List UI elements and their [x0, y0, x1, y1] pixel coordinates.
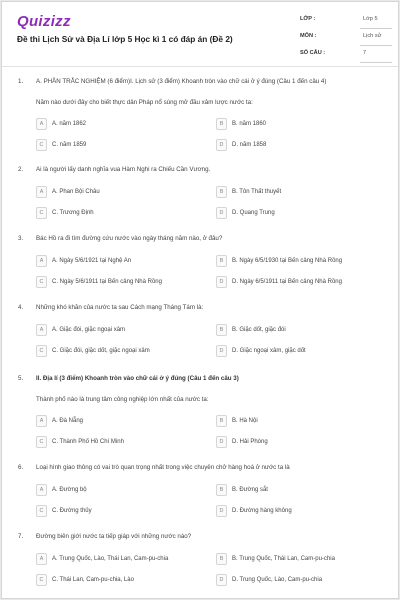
option-text: A. Trung Quốc, Lào, Thái Lan, Cam-pu-chia [52, 556, 169, 562]
option-text: D. Trung Quốc, Lào, Cam-pu-chia [232, 577, 323, 583]
option-letter-box[interactable]: D [216, 505, 227, 517]
quizizz-logo: Quizizz [17, 13, 71, 30]
question-text: Những khó khăn của nước ta sau Cách mạng Tháng Tám là: [36, 304, 204, 311]
option-text: A. Ngày 5/6/1921 tại Nghệ An [52, 258, 132, 264]
option-text: A. Phan Bội Châu [52, 189, 100, 195]
option-letter-box[interactable]: D [216, 345, 227, 357]
option-text: C. Thái Lan, Cam-pu-chia, Lào [52, 577, 134, 583]
option-text: B. Trung Quốc, Thái Lan, Cam-pu-chia [232, 556, 335, 562]
question-text: A. PHẦN TRẮC NGHIỆM (6 điểm)I. Lịch sử (3 điểm) Khoanh tròn vào chữ cái ở ý đúng (Câu 1 đến câu 4) [36, 78, 327, 85]
question-number: 7. [18, 533, 24, 540]
answer-option-a[interactable] [36, 324, 201, 337]
meta-info [300, 14, 392, 65]
option-letter-box[interactable]: B [216, 484, 227, 496]
question-2 [2, 166, 399, 236]
question-1 [2, 78, 399, 148]
answer-option-c[interactable] [36, 139, 201, 152]
question-subtext: Thành phố nào là trung tâm công nghiệp lớn nhất của nước ta: [36, 396, 209, 403]
option-text: B. Hà Nội [232, 418, 258, 424]
answer-option-a[interactable] [36, 186, 201, 199]
answer-option-c[interactable] [36, 207, 201, 220]
option-letter-box[interactable]: A [36, 415, 47, 427]
meta-label: SỐ CÂU : [300, 50, 326, 56]
option-letter-box[interactable]: D [216, 207, 227, 219]
answer-option-c[interactable] [36, 574, 201, 587]
question-number: 3. [18, 235, 24, 242]
option-text: B. Tôn Thất thuyết [232, 189, 282, 195]
question-text: Đường biên giới nước ta tiếp giáp với những nước nào? [36, 533, 192, 540]
answer-option-d[interactable] [216, 207, 381, 220]
option-text: D. Đường hàng không [232, 508, 292, 514]
option-letter-box[interactable]: D [216, 574, 227, 586]
option-letter-box[interactable]: A [36, 255, 47, 267]
answer-option-c[interactable] [36, 345, 201, 358]
option-text: D. năm 1858 [232, 142, 267, 148]
question-4 [2, 304, 399, 374]
answer-option-b[interactable] [216, 186, 381, 199]
meta-value: 7 [363, 50, 367, 56]
option-letter-box[interactable]: A [36, 186, 47, 198]
option-letter-box[interactable]: A [36, 324, 47, 336]
option-text: A. Giặc đói, giặc ngoại xâm [52, 327, 126, 333]
meta-value: Lịch sử [363, 33, 382, 39]
answer-option-a[interactable] [36, 484, 201, 497]
answer-option-a[interactable] [36, 255, 201, 268]
option-text: C. Giặc đói, giặc dốt, giặc ngoại xâm [52, 348, 150, 354]
question-text: II. Địa lí (3 điểm) Khoanh tròn vào chữ cái ở ý đúng (Câu 1 đến câu 3) [36, 375, 239, 382]
option-text: C. Thành Phố Hồ Chí Minh [52, 439, 124, 445]
option-letter-box[interactable]: D [216, 436, 227, 448]
question-5 [2, 375, 399, 445]
option-text: C. Trương Định [52, 210, 94, 216]
answer-option-b[interactable] [216, 484, 381, 497]
option-letter-box[interactable]: B [216, 186, 227, 198]
answer-option-d[interactable] [216, 139, 381, 152]
option-letter-box[interactable]: D [216, 276, 227, 288]
question-6 [2, 464, 399, 534]
meta-row-count [300, 48, 392, 65]
option-text: A. Đường bộ [52, 487, 87, 493]
answer-option-d[interactable] [216, 505, 381, 518]
option-letter-box[interactable]: C [36, 436, 47, 448]
question-text: Ai là người lấy danh nghĩa vua Hàm Nghi ra Chiếu Cần Vương. [36, 166, 211, 173]
question-number: 1. [18, 78, 24, 85]
option-text: A. năm 1862 [52, 121, 87, 127]
option-letter-box[interactable]: D [216, 139, 227, 151]
option-letter-box[interactable]: B [216, 255, 227, 267]
meta-value: Lớp 5 [363, 16, 378, 22]
question-subtext: Năm nào dưới đây cho biết thực dân Pháp nổ súng mở đầu xâm lược nước ta: [36, 99, 253, 106]
option-letter-box[interactable]: C [36, 574, 47, 586]
meta-label: LỚP : [300, 16, 316, 22]
option-text: C. Ngày 5/6/1911 tại Bến cảng Nhà Rồng [52, 279, 162, 285]
question-number: 6. [18, 464, 24, 471]
option-text: D. Giặc ngoại xâm, giặc dốt [232, 348, 306, 354]
meta-underline [360, 45, 392, 46]
answer-option-a[interactable] [36, 553, 201, 566]
answer-option-b[interactable] [216, 118, 381, 131]
meta-row-class [300, 14, 392, 31]
worksheet-header [2, 2, 398, 66]
option-text: A. Đà Nẵng [52, 418, 84, 424]
option-letter-box[interactable]: B [216, 118, 227, 130]
question-7 [2, 533, 399, 599]
answer-option-c[interactable] [36, 276, 201, 289]
option-text: B. Đường sắt [232, 487, 268, 493]
option-letter-box[interactable]: C [36, 276, 47, 288]
answer-option-b[interactable] [216, 553, 381, 566]
answer-option-c[interactable] [36, 436, 201, 449]
answer-option-b[interactable] [216, 324, 381, 337]
option-letter-box[interactable]: A [36, 484, 47, 496]
option-text: B. năm 1860 [232, 121, 267, 127]
meta-row-subject [300, 31, 392, 48]
question-number: 4. [18, 304, 24, 311]
meta-underline [360, 62, 392, 63]
option-letter-box[interactable]: A [36, 553, 47, 565]
question-number: 2. [18, 166, 24, 173]
option-text: D. Hải Phòng [232, 439, 268, 445]
answer-option-a[interactable] [36, 118, 201, 131]
answer-option-b[interactable] [216, 415, 381, 428]
question-number: 5. [18, 375, 24, 382]
option-letter-box[interactable]: C [36, 345, 47, 357]
option-letter-box[interactable]: C [36, 505, 47, 517]
option-letter-box[interactable]: B [216, 324, 227, 336]
header-divider [2, 66, 398, 67]
option-text: B. Giặc dốt, giặc đói [232, 327, 286, 333]
answer-option-b[interactable] [216, 255, 381, 268]
question-text: Loại hình giao thông có vai trò quan trọng nhất trong việc chuyên chở hàng hoá ở nước ta là [36, 464, 290, 471]
option-text: B. Ngày 6/5/1930 tại Bến cảng Nhà Rồng [232, 258, 343, 264]
answer-option-d[interactable] [216, 345, 381, 358]
option-letter-box[interactable]: A [36, 118, 47, 130]
option-text: C. năm 1859 [52, 142, 87, 148]
question-3 [2, 235, 399, 305]
option-letter-box[interactable]: C [36, 207, 47, 219]
option-letter-box[interactable]: C [36, 139, 47, 151]
option-letter-box[interactable]: B [216, 415, 227, 427]
meta-underline [360, 28, 392, 29]
answer-option-a[interactable] [36, 415, 201, 428]
question-text: Bác Hồ ra đi tìm đường cứu nước vào ngày tháng năm nào, ở đâu? [36, 235, 223, 242]
meta-label: MÔN : [300, 33, 317, 39]
answer-option-d[interactable] [216, 276, 381, 289]
answer-option-d[interactable] [216, 574, 381, 587]
page-title: Đề thi Lịch Sử và Địa Lí lớp 5 Học kì 1 có đáp án (Đề 2) [17, 34, 233, 44]
worksheet-page [1, 1, 399, 599]
option-text: D. Ngày 6/5/1911 tại Bến cảng Nhà Rồng [232, 279, 342, 285]
option-text: D. Quang Trung [232, 210, 275, 216]
answer-option-d[interactable] [216, 436, 381, 449]
option-text: C. Đường thủy [52, 508, 92, 514]
option-letter-box[interactable]: B [216, 553, 227, 565]
answer-option-c[interactable] [36, 505, 201, 518]
